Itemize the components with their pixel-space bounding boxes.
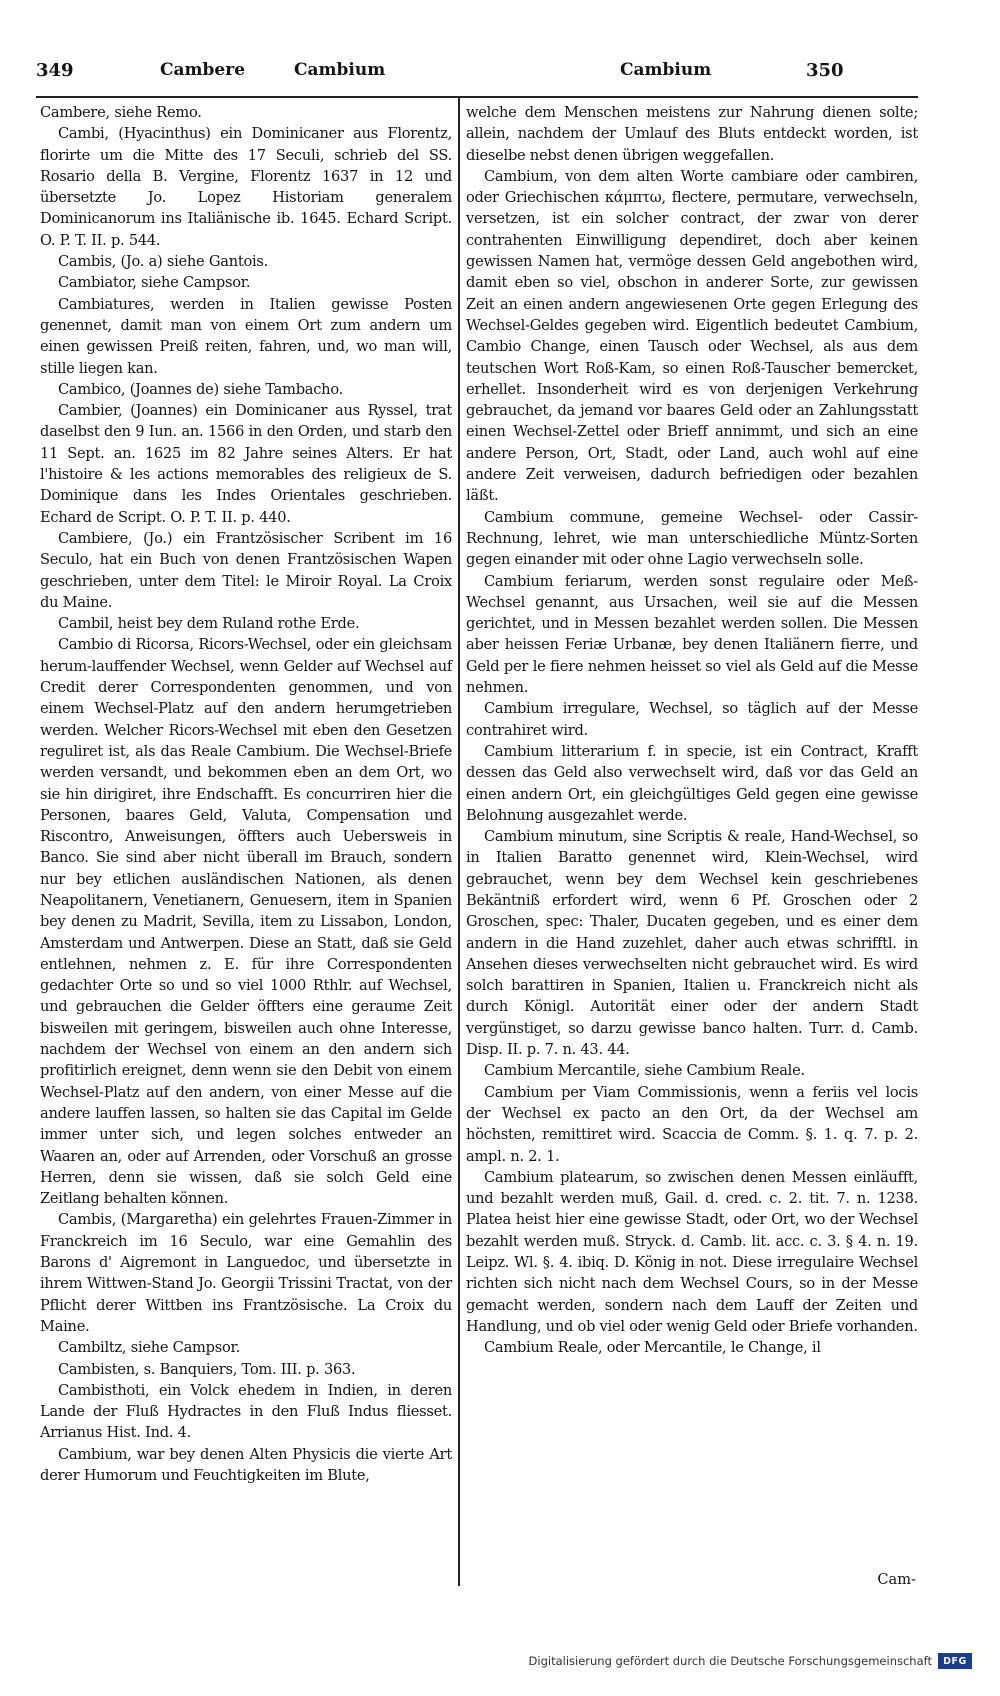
entry-cambium-per-viam-commissionis: Cambium per Viam Commissionis, wenn a feriis vel locis der Wechsel ex pacto an den Ort, da der Wechsel am höchsten, remittiret wird. Scaccia de Comm. §. 1. q. 7. p. 2. ampl. n. 2. 1. <box>466 1083 918 1165</box>
entry-cambium-minutum: Cambium minutum, sine Scriptis & reale, Hand-Wechsel, so in Italien Baratto genennet wird, Klein-Wechsel, wird gebrauchet, wenn bey dem Wechsel kein geschriebenes Bekäntniß erfordert wird, wenn 6 Pf. Groschen oder 2 Groschen, spec: Thaler, Ducaten gegeben, und es einer dem andern in die Hand zuzehlet, daher auch etwas schrifftl. in Ansehen dieses verwechselten nicht gebrauchet wird. Es wird solch barattiren in Spanien, Italien u. Franckreich nicht als durch Königl. Autorität einer oder der andern Stadt vergünstiget, so darzu gewisse banco halten. Turr. d. Camb. Disp. II. p. 7. n. 43. 44. <box>466 828 918 1059</box>
left-column <box>40 102 452 1486</box>
entry-cambico: Cambico, (Joannes de) siehe Tambacho. <box>58 380 343 398</box>
catchword: Cam- <box>877 1571 916 1588</box>
entry-continuation: welche dem Menschen meistens zur Nahrung dienen solte; allein, nachdem der Umlauf des Bluts entdeckt worden, ist dieselbe nebst denen übrigen weggefallen. <box>466 104 918 164</box>
entry-cambier: Cambier, (Joannes) ein Dominicaner aus Ryssel, trat daselbst den 9 Iun. an. 1566 in den Orden, und starb den 11 Sept. an. 1625 im 82 Jahre seines Alters. Er hat l'histoire & les actions memorables des religieux de S. Dominique dans les Indes Orientales geschrieben. Echard de Script. O. P. T. II. p. 440. <box>40 402 452 526</box>
entry-cambium: Cambium, von dem alten Worte cambiare oder cambiren, oder Griechischen κάμπτω, flectere, permutare, verwechseln, versetzen, ist ein solcher contract, der zwar von derer contrahenten Einwilligung dependiret, doch aber keinen gewissen Namen hat, vermöge dessen Geld angebothen wird, damit eben so viel, obschon in anderer Sorte, zur gewissen Zeit an einen andern angewiesenen Orte gegen Erlegung des Wechsel-Geldes gegeben wird. Eigentlich bedeutet Cambium, Cambio Change, einen Tausch oder Wechsel, als aus dem teutschen Wort Roß-Kam, so einen Roß-Tauscher bemercket, erhellet. Insonderheit wird es von derjenigen Verkehrung gebrauchet, da jemand vor baares Geld oder an Zahlungsstatt einen Wechsel-Zettel oder Brieff annimmt, und sich an eine andere Person, Ort, Stadt, oder Land, auch wohl auf eine andere Zeit verweisen, dadurch befriedigen oder bezahlen läßt. <box>466 167 918 505</box>
entry-cambiator: Cambiator, siehe Campsor. <box>58 274 251 292</box>
entry-cambium-reale: Cambium Reale, oder Mercantile, le Change, il <box>484 1339 821 1357</box>
header-rule <box>36 96 918 98</box>
entry-cambium-mercantile: Cambium Mercantile, siehe Cambium Reale. <box>484 1062 805 1080</box>
page-number-right: 350 <box>806 60 844 81</box>
entry-cambium-litterarium: Cambium litterarium f. in specie, ist ein Contract, Krafft dessen das Geld also verwechselt wird, daß vor das Geld an einen andern Ort, ein gleichgültiges Geld gegen eine gewisse Belohnung ausgezahlet werde. <box>466 742 918 824</box>
entry-cambil: Cambil, heist bey dem Ruland rothe Erde. <box>58 615 360 633</box>
dfg-logo-icon: DFG <box>938 1653 972 1669</box>
entry-cambis-margaretha: Cambis, (Margaretha) ein gelehrtes Frauen-Zimmer in Franckreich im 16 Seculo, war eine Gemahlin des Barons d' Aigremont in Languedoc, und übersetzte in ihrem Wittwen-Stand Jo. Georgii Trissini Tractat, von der Pflicht derer Wittben ins Frantzösische. La Croix du Maine. <box>40 1211 452 1335</box>
entry-cambere: Cambere, siehe Remo. <box>40 104 202 121</box>
entry-cambiltz: Cambiltz, siehe Campsor. <box>58 1339 241 1357</box>
entry-cambium-feriarum: Cambium feriarum, werden sonst regulaire oder Meß-Wechsel genannt, aus Ursachen, weil sie auf die Messen gerichtet, und in Messen bezahlet werden sollen. Die Messen aber heissen Feriæ Urbanæ, bey denen Italiänern fierre, und Geld per le fiere nehmen heisset so viel als Geld auf die Messe nehmen. <box>466 572 918 697</box>
headword-left-outer: Cambere <box>160 60 246 80</box>
entry-cambium-platearum: Cambium platearum, so zwischen denen Messen einläufft, und bezahlt werden muß, Gail. d. cred. c. 2. tit. 7. n. 1238. Platea heist hier eine gewisse Stadt, oder Ort, wo der Wechsel bezahlt werden muß. Stryck. d. Camb. lit. acc. c. 3. § 4. n. 19. Leipz. Wl. §. 4. ibiq. D. König in not. Diese irregulaire Wechsel richten sich nicht nach dem Wechsel Cours, so in der Messe gemacht werden, sondern nach dem Lauff der Zeiten und Handlung, und ob viel oder wenig Geld oder Briefe vorhanden. <box>466 1168 918 1335</box>
entry-cambiere: Cambiere, (Jo.) ein Frantzösischer Scribent im 16 Seculo, hat ein Buch von denen Frantzösischen Wapen geschrieben, unter dem Titel: le Miroir Royal. La Croix du Maine. <box>40 529 452 611</box>
entry-cambium-physicis: Cambium, war bey denen Alten Physicis die vierte Art derer Humorum und Feuchtigkeiten im Blute, <box>40 1445 452 1484</box>
digitization-footer <box>529 1650 972 1672</box>
headword-left-inner: Cambium <box>294 60 386 80</box>
column-divider <box>458 98 460 1586</box>
entry-cambiatures: Cambiatures, werden in Italien gewisse Posten genennet, damit man von einem Ort zum andern um einen gewissen Preiß reiten, fahren, und, wo man will, stille liegen kan. <box>40 295 452 377</box>
entry-cambisten: Cambisten, s. Banquiers, Tom. III. p. 363. <box>58 1360 356 1378</box>
right-column <box>466 102 918 1359</box>
entry-cambis-jo: Cambis, (Jo. a) siehe Gantois. <box>58 253 269 271</box>
headword-right: Cambium <box>620 60 712 80</box>
running-header <box>36 56 948 96</box>
entry-cambio-di-ricorsa: Cambio di Ricorsa, Ricors-Wechsel, oder ein gleichsam herum-lauffender Wechsel, wenn Gelder auf Wechsel auf Credit derer Correspondenten genommen, und von einem Wechsel-Platz auf den andern herumgetrieben werden. Welcher Ricors-Wechsel mit eben den Gesetzen reguliret ist, als das Reale Cambium. Die Wechsel-Briefe werden versandt, und bekommen eben an dem Ort, wo sie hin dirigiret, ihre Endschafft. Es concurriren hier die Personen, baares Geld, Valuta, Compensation und Riscontro, Anweisungen, öffters auch Uebersweis in Banco. Sie sind aber nicht überall im Brauch, sondern nur bey etlichen ausländischen Nationen, als denen Neapolitanern, Venetianern, Genuesern, item in Spanien bey denen zu Madrit, Sevilla, item zu Lissabon, London, Amsterdam und Antwerpen. Diese an Statt, daß sie Geld entlehnen, nehmen z. E. für ihre Correspondenten gedachter Orte so und so viel 1000 Rthlr. auf Wechsel, und gebrauchen die Gelder öffters eine geraume Zeit bisweilen mit geringem, bisweilen auch ohne Interesse, nachdem der Wechsel von einem an den andern sich profitirlich ereignet, denn wenn sie den Debit von einem Wechsel-Platz auf den andern, von einer Messe auf die andere lauffen lassen, so halten sie das Capital im Gelde immer unter sich, und legen solches entweder an Waaren an, oder auf Arrenden, oder Vorschuß an grosse Herren, denn sie wissen, daß sie solch Geld eine Zeitlang behalten können. <box>40 636 452 1208</box>
entry-cambisthoti: Cambisthoti, ein Volck ehedem in Indien, in deren Lande der Fluß Hydractes in den Fluß Indus fliesset. Arrianus Hist. Ind. 4. <box>40 1381 452 1442</box>
entry-cambium-irregulare: Cambium irregulare, Wechsel, so täglich auf der Messe contrahiret wird. <box>466 700 918 739</box>
entry-cambium-commune: Cambium commune, gemeine Wechsel- oder Cassir-Rechnung, lehret, wie man unterschiedliche Müntz-Sorten gegen einander mit oder ohne Lagio verwechseln solle. <box>466 508 918 569</box>
page-number-left: 349 <box>36 60 74 81</box>
footer-credit-text: Digitalisierung gefördert durch die Deutsche Forschungsgemeinschaft <box>528 1654 932 1668</box>
entry-cambi-hyacinthus: Cambi, (Hyacinthus) ein Dominicaner aus Florentz, florirte um die Mitte des 17 Seculi, schrieb del SS. Rosario della B. Vergine, Florentz 1637 in 12 und übersetzte Jo. Lopez Historiam generalem Dominicanorum ins Italiänische ib. 1645. Echard Script. O. P. T. II. p. 544. <box>40 125 452 249</box>
